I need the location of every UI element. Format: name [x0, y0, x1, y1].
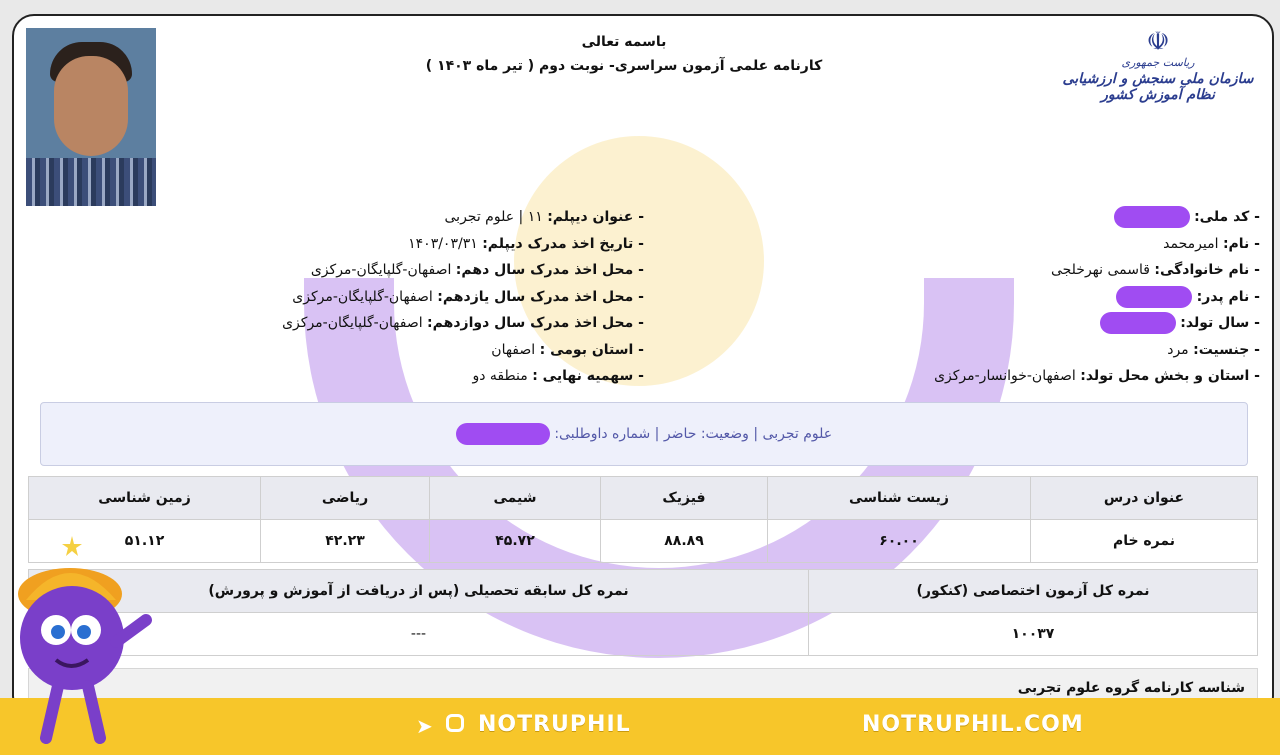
redacted-birth-year [1100, 312, 1176, 334]
info-row-gender: - جنسیت: مرد [1167, 341, 1260, 358]
info-row-diploma: - عنوان دیپلم: ۱۱ | علوم تجربی [444, 209, 644, 225]
footer-website: NOTRUPHIL.COM [862, 712, 1084, 737]
scores-table [28, 476, 1258, 563]
logo-line-1: ریاست جمهوری [1121, 56, 1195, 69]
scores-row [29, 520, 1258, 563]
totals-header-cell: نمره کل سابقه تحصیلی (پس از دریافت از آموزش و پرورش) [29, 570, 809, 613]
totals-row [29, 613, 1258, 656]
header-line-2: کارنامه علمی آزمون سراسری- نوبت دوم ( تیر ماه ۱۴۰۳ ) [425, 58, 823, 74]
redacted-national-id [1114, 206, 1190, 228]
info-row-father-name: - نام پدر: [934, 284, 1260, 311]
section-title: شناسه کارنامه گروه علوم تجربی [1017, 680, 1245, 696]
telegram-icon: ➤ [416, 714, 433, 738]
scores-cell: نمره خام [1031, 520, 1258, 563]
totals-cell: ۱۰۰۳۷ [809, 613, 1258, 656]
info-row-national-id: - کد ملی: [934, 204, 1260, 231]
emblem-icon: ☫ [1146, 27, 1170, 57]
info-row-grade-10: - محل اخذ مدرک سال دهم: اصفهان-گلپایگان-مرکزی [310, 262, 644, 278]
info-row-birth-year: - سال تولد: [934, 310, 1260, 337]
organization-logo [1058, 28, 1258, 103]
footer-banner [0, 698, 1280, 755]
footer-brand: NOTRUPHIL [478, 712, 631, 737]
photo-face [54, 56, 128, 156]
scores-cell: ۶۰.۰۰ [768, 520, 1031, 563]
info-row-first-name: - نام: امیرمحمد [1163, 235, 1260, 252]
mascot-illustration [8, 526, 158, 751]
scores-cell: ۵۱.۱۲ [29, 520, 261, 563]
totals-header-row [29, 570, 1258, 613]
totals-table [28, 569, 1258, 656]
header-line-1: باسمه تعالی [581, 34, 667, 50]
status-box [40, 402, 1248, 466]
info-row-native-province: - استان بومی : اصفهان [491, 341, 644, 358]
scores-cell: ۴۵.۷۲ [430, 520, 601, 563]
report-card [12, 14, 1274, 718]
scores-header-cell: فیزیک [601, 477, 768, 520]
scores-header-cell: عنوان درس [1031, 477, 1258, 520]
info-row-grade-11: - محل اخذ مدرک سال یازدهم: اصفهان-گلپایگان-مرکزی [292, 288, 644, 305]
redacted-candidate-number [456, 423, 550, 445]
info-row-quota: - سهمیه نهایی : منطقه دو [472, 368, 644, 384]
redacted-father-name [1116, 286, 1192, 308]
scores-header-row [29, 477, 1258, 520]
scores-header-cell: شیمی [430, 477, 601, 520]
scores-header-cell: زمین شناسی [29, 477, 261, 520]
totals-header-cell: نمره کل آزمون اختصاصی (کنکور) [809, 570, 1258, 613]
scores-header-cell: زیست شناسی [768, 477, 1031, 520]
personal-info [934, 204, 1260, 390]
info-row-diploma-date: - تاریخ اخذ مدرک دیپلم: ۱۴۰۳/۰۳/۳۱ [408, 235, 644, 252]
totals-cell: --- [29, 613, 809, 656]
student-photo [26, 28, 156, 206]
education-info [282, 204, 644, 390]
scores-cell: ۸۸.۸۹ [601, 520, 768, 563]
photo-shirt [26, 158, 156, 206]
info-row-birth-place: - استان و بخش محل تولد: اصفهان-خوانسار-مرکزی [934, 368, 1260, 384]
scores-cell: ۴۲.۲۳ [261, 520, 430, 563]
status-line: علوم تجربی | وضعیت: حاضر | شماره داوطلبی: [41, 423, 1247, 445]
scores-header-cell: ریاضی [261, 477, 430, 520]
logo-line-2: سازمان ملی سنجش و ارزشیابی نظام آموزش کشور [1062, 71, 1254, 103]
page-header [394, 34, 854, 74]
info-row-last-name: - نام خانوادگی: قاسمی نهرخلجی [1050, 262, 1260, 278]
instagram-icon [446, 714, 464, 732]
info-row-grade-12: - محل اخذ مدرک سال دوازدهم: اصفهان-گلپایگان-مرکزی [282, 315, 644, 331]
